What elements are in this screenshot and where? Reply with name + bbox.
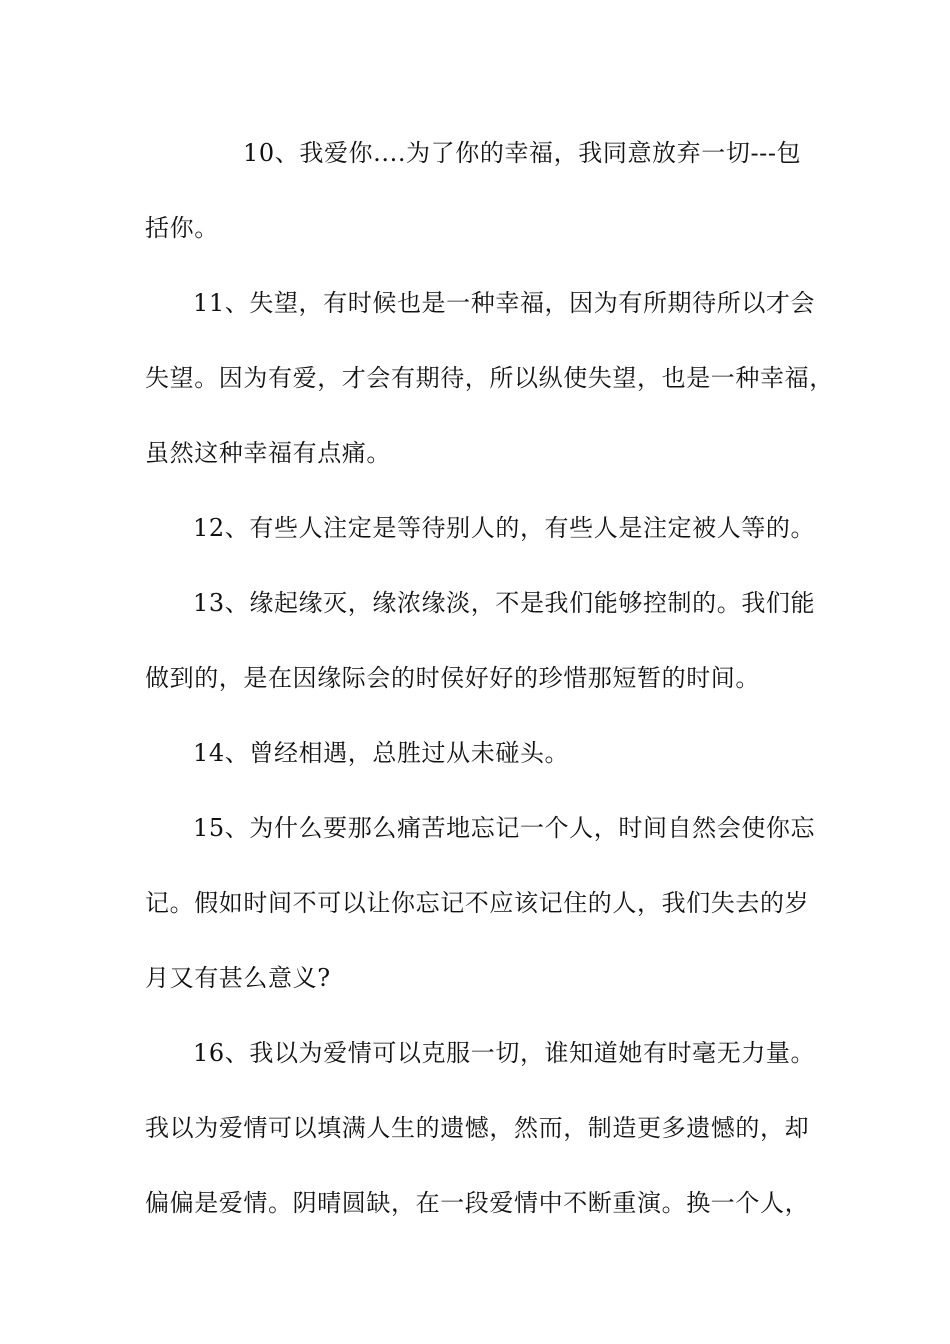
item-13-line-2: 做到的，是在因缘际会的时侯好好的珍惜那短暂的时间。 [145, 664, 760, 692]
item-16-line-1: 16、我以为爱情可以克服一切，谁知道她有时毫无力量。 [193, 1039, 816, 1067]
item-11-line-3: 虽然这种幸福有点痛。 [145, 439, 391, 467]
item-10-line-1: 10、我爱你....为了你的幸福，我同意放弃一切---包 [243, 139, 802, 167]
item-11-line-1: 11、失望，有时候也是一种幸福，因为有所期待所以才会 [193, 289, 816, 317]
item-16-line-2: 我以为爱情可以填满人生的遗憾，然而，制造更多遗憾的，却 [145, 1114, 810, 1142]
item-15-line-3: 月又有甚么意义? [145, 964, 331, 992]
item-11-line-2: 失望。因为有爱，才会有期待，所以纵使失望，也是一种幸福， [145, 364, 834, 392]
item-10-line-2: 括你。 [145, 214, 219, 242]
item-13-line-1: 13、缘起缘灭，缘浓缘淡，不是我们能够控制的。我们能 [193, 589, 816, 617]
item-14-line-1: 14、曾经相遇，总胜过从未碰头。 [193, 739, 570, 767]
item-15-line-1: 15、为什么要那么痛苦地忘记一个人，时间自然会使你忘 [193, 814, 816, 842]
item-15-line-2: 记。假如时间不可以让你忘记不应该记住的人，我们失去的岁 [145, 889, 810, 917]
item-12-line-1: 12、有些人注定是等待别人的，有些人是注定被人等的。 [193, 514, 816, 542]
item-16-line-3: 偏偏是爱情。阴晴圆缺，在一段爱情中不断重演。换一个人， [145, 1189, 810, 1217]
